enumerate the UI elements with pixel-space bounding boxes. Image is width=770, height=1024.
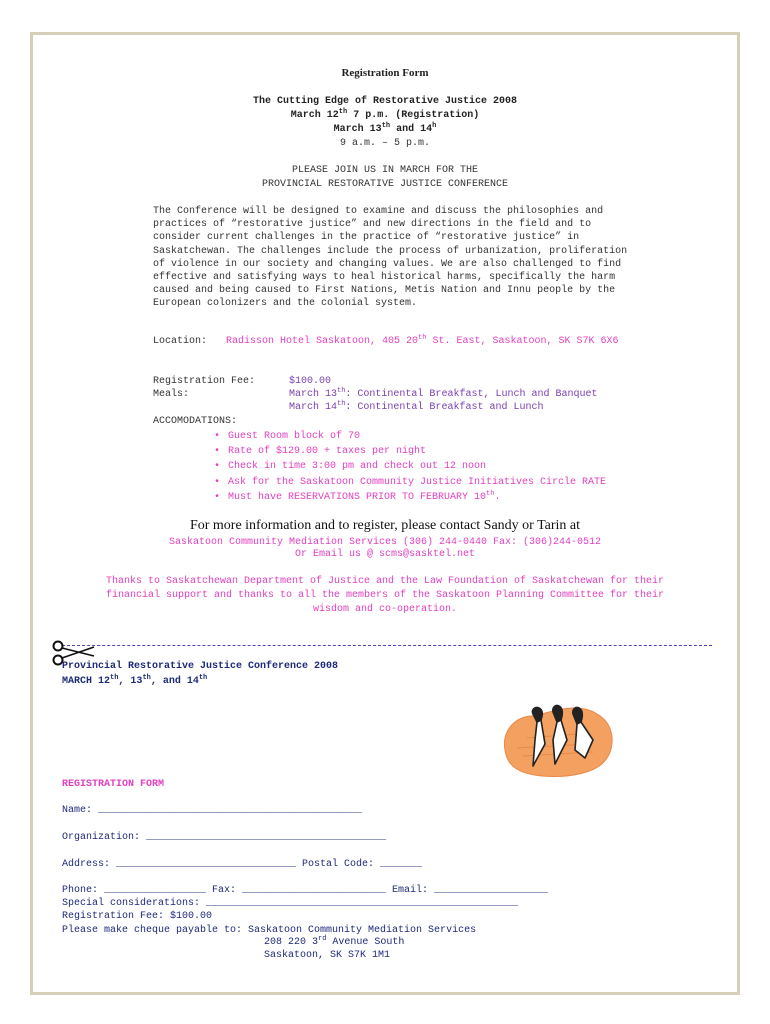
registration-fee-line: Registration Fee: $100.00 (62, 911, 213, 922)
cut-line (62, 645, 712, 646)
mailing-address-line-2: Saskatoon, SK S7K 1M1 (264, 950, 391, 961)
accommodations-list (214, 431, 606, 507)
event-title: The Cutting Edge of Restorative Justice 2008 (252, 96, 518, 107)
cheque-payable-line: Please make cheque payable to: Saskatoon Community Mediation Services (62, 925, 477, 936)
special-considerations-field[interactable]: Special considerations: ____________________________________________________ (62, 898, 519, 909)
registration-form-heading: REGISTRATION FORM (62, 779, 165, 790)
invite-line-1: PLEASE JOIN US IN MARCH FOR THE (291, 165, 479, 176)
form-title: Registration Form (341, 67, 429, 79)
address-field[interactable]: Address: ______________________________ Postal Code: _______ (62, 859, 423, 870)
tearoff-dates: MARCH 12th, 13th, and 14th (62, 674, 208, 687)
tearoff-conference-title: Provincial Restorative Justice Conference 2008 (62, 661, 339, 672)
list-item: • Check in time 3:00 pm and check out 12 noon (214, 461, 606, 476)
accommodations-label: ACCOMODATIONS: (153, 416, 238, 427)
location-value: Radisson Hotel Saskatoon, 405 20th St. East, Saskatoon, SK S7K 6X6 (226, 334, 619, 347)
contact-email[interactable]: Or Email us @ scms@sasktel.net (294, 549, 476, 560)
contact-heading: For more information and to register, please contact Sandy or Tarin at (189, 518, 581, 533)
location-label: Location: (153, 336, 208, 347)
mailing-address-line-1: 208 220 3rd Avenue South (264, 935, 405, 948)
list-item: • Must have RESERVATIONS PRIOR TO FEBRUARY 10th. (214, 492, 606, 507)
meals-label: Meals: (153, 389, 190, 400)
invite-line-2: PROVINCIAL RESTORATIVE JUSTICE CONFERENCE (261, 179, 509, 190)
phone-fax-email-field[interactable]: Phone: _________________ Fax: ________________________ Email: ___________________ (62, 885, 549, 896)
meal-line-2: March 14th: Continental Breakfast and Lunch (289, 400, 544, 413)
name-field[interactable]: Name: ____________________________________________ (62, 805, 363, 816)
meal-line-1: March 13th: Continental Breakfast, Lunch and Banquet (289, 387, 598, 400)
registration-fee-value: $100.00 (289, 376, 332, 387)
list-item: • Ask for the Saskatoon Community Justice Initiatives Circle RATE (214, 477, 606, 492)
knives-clipart-icon (497, 700, 617, 784)
description-paragraph: The Conference will be designed to examine and discuss the philosophies and practices of “restorative justice” and new directions in the field and to consider current challenges in the practice of “restorative justice” in Saskatchewan. The challenges include the process of urbanization, proliferation of violence in our society and changing values. We are also challenged to find effective and satisfying ways to heal historical harms, specifically the harm caused and being caused to First Nations, Metis Nation and Innu people by the European colonizers and the colonial system. (153, 206, 628, 310)
acknowledgement: Thanks to Saskatchewan Department of Justice and the Law Foundation of Saskatchewan for their financial support and thanks to all the members of the Saskatoon Planning Committee for their wisdom and co-operation. (105, 576, 665, 615)
contact-phone: Saskatoon Community Mediation Services (306) 244-0440 Fax: (306)244-0512 (168, 537, 602, 548)
list-item: • Guest Room block of 70 (214, 431, 606, 446)
event-date-line-1: March 12th 7 p.m. (Registration) (290, 108, 480, 121)
document-page (30, 32, 740, 995)
event-time: 9 a.m. – 5 p.m. (339, 138, 430, 149)
event-date-line-2: March 13th and 14$^h$ (333, 122, 437, 135)
organization-field[interactable]: Organization: ________________________________________ (62, 832, 387, 843)
list-item: • Rate of $129.00 + taxes per night (214, 446, 606, 461)
registration-fee-label: Registration Fee: (153, 376, 256, 387)
